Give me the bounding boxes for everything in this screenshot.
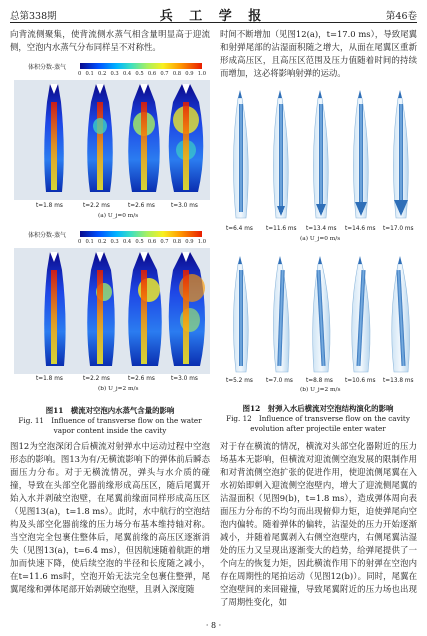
fig11a-cavity-4 [169,84,204,192]
fig11b-colorbar-label: 体积分数-蒸气 [28,232,67,239]
fig12a-image [222,86,417,226]
fig11b-time-4: t=3.0 ms [171,376,198,382]
fig12b-time-1: t=5.2 ms [226,378,253,384]
fig11-caption [10,406,210,436]
fig12b-cavity-2 [273,256,289,372]
fig12-panel-a [222,86,417,246]
fig12a-cavity-5 [393,90,408,218]
fig11-caption-en-2: vapor content inside the cavity [53,426,167,435]
right-bottom-paragraph: 对于存在横流的情况，横流对头部空化器附近的压力场基本无影响，但横流对迎流侧空泡发展的限制作用和对背流侧空泡扩张的促进作用，使迎流侧尾翼在入水初始即刺入迎流侧空泡壁内，增大了迎流侧尾翼的沾湿面积（见图9(b)，t=1.8 ms），造成弹体周向表面压力分布的不均匀而出现俯仰力矩，迫使弹尾向空泡内偏转。随着弹体的偏转，沾湿处的压力开始逐渐减小，并随着尾翼剥入右侧空泡壁内，右侧尾翼沾湿处的压力又呈现出逐渐变大的趋势，给弹尾提供了一个向左的恢复力矩，因此横流作用下的射弹在空泡内存在周期性的尾拍运动（见图12(b)）。同时，尾翼在空泡壁间的来回碰撞，导致尾翼附近的压力场也出现了周期性变化，如 [220,441,417,607]
fig11a-colorbar-label: 体积分数-蒸气 [28,64,67,71]
fig11b-time-3: t=2.6 ms [128,376,155,382]
fig11b-ticks: 0 0.1 0.2 0.3 0.4 0.5 0.6 0.7 0.8 0.9 1.0 [78,239,206,245]
fig12-caption-en-1: Fig. 12 Influence of transverse flow on the cavity [226,414,410,423]
fig12b-cavity-4 [352,256,370,372]
fig11a-ticks: 0 0.1 0.2 0.3 0.4 0.5 0.6 0.7 0.8 0.9 1.0 [78,71,206,77]
fig11a-time-3: t=2.6 ms [128,203,155,209]
fig11-caption-en-1: Fig. 11 Influence of transverse flow on the water [18,416,202,425]
fig11b-sublabel: (b) U_j=2 m/s [98,386,139,392]
issue-number: 总第338期 [10,11,57,22]
page-number: · 8 · [205,621,222,630]
fig11a-time-4: t=3.0 ms [171,203,198,209]
fig12a-time-5: t=17.0 ms [383,226,414,232]
fig11a-time-2: t=2.2 ms [83,203,110,209]
fig11a-colorbar [80,63,202,69]
fig11-panel-a [14,62,210,224]
fig11-caption-zh: 图11 横流对空泡内水蒸气含量的影响 [45,406,175,415]
fig12b-cavity-3 [313,256,330,372]
fig12a-sublabel: (a) U_j=0 m/s [300,236,341,242]
fig12a-cavity-1 [233,90,248,218]
fig12b-cavity-5 [392,256,410,372]
right-top-paragraph: 时间不断增加（见图12(a)，t=17.0 ms），导致尾翼和射弹尾部的沾湿面积随之增大，从面在尾翼区重新形成高压区，且高压区范围及压力值随着时间的持续而增加，这必将影响射弹的运动。 [220,29,417,78]
fig12-caption [218,404,418,434]
left-bottom-paragraph: 图12为空泡深闭合后横流对射弹水中运动过程中空泡形态的影响。图13为有/无横流影响下的弹体前后瞬态面压力分布。对于无横流情况，弹头与水介质的碰撞，导致在头部空化器前缘形成高压区，随后尾翼开始入水并剥破空泡壁，在尾翼前缘面同样形成高压区（见图13(a)，t=1.8 ms）。此时，水中航行的空泡结构及头部空化器前缘的压力场分布基本维持轴对称。当空泡完全包裹住整体后，尾翼前缘的高压区逐渐消失（见图13(a)，t=6.4 ms），但因航速随着航距的增加而快速下降，使后续空泡的半径和长度随之减小，在t=11.6 ms时，空泡开始无法完全包裹住整弹，尾翼尾缘和弹体尾部开始剥破空泡壁，且剥入深度随 [10,441,210,594]
fig12b-time-4: t=10.6 ms [345,378,376,384]
journal-title: 兵 工 学 报 [159,9,268,24]
volume-number: 第46卷 [385,11,417,22]
fig11a-time-1: t=1.8 ms [36,203,63,209]
fig11b-contour-image [14,248,210,394]
fig11b-cavity-2 [87,252,115,366]
fig12b-time-2: t=7.0 ms [266,378,293,384]
header-rule [10,22,417,23]
fig12b-time-3: t=8.8 ms [306,378,333,384]
fig12a-time-4: t=14.6 ms [345,226,376,232]
fig11b-time-2: t=2.2 ms [83,376,110,382]
fig11a-sublabel: (a) U_j=0 m/s [98,213,139,219]
fig12-caption-zh: 图12 射弹入水后横流对空泡结构演化的影响 [242,404,394,413]
fig12a-time-3: t=13.4 ms [306,226,337,232]
fig12b-sublabel: (b) U_j=2 m/s [300,387,341,393]
fig12-panel-b [222,252,417,402]
left-top-paragraph: 向背流侧聚集，使背流侧水蒸气相含量明显高于迎流侧，空泡内水蒸气分布同样呈不对称性。 [10,29,210,52]
fig12a-time-2: t=11.6 ms [266,226,297,232]
fig12b-image [222,252,417,378]
page-header [10,6,417,22]
fig12-caption-en-2: evolution after projectile enter water [250,424,386,433]
fig11b-colorbar [80,231,202,237]
fig11a-contour-image [14,80,210,220]
fig12b-cavity-1 [233,256,248,372]
fig12a-cavity-3 [313,90,328,218]
fig12a-cavity-4 [353,90,368,218]
fig12a-cavity-2 [273,90,288,218]
fig12b-time-5: t=13.8 ms [383,378,414,384]
fig12a-time-1: t=6.4 ms [226,226,253,232]
fig11b-time-1: t=1.8 ms [36,376,63,382]
fig11-panel-b [14,230,210,398]
